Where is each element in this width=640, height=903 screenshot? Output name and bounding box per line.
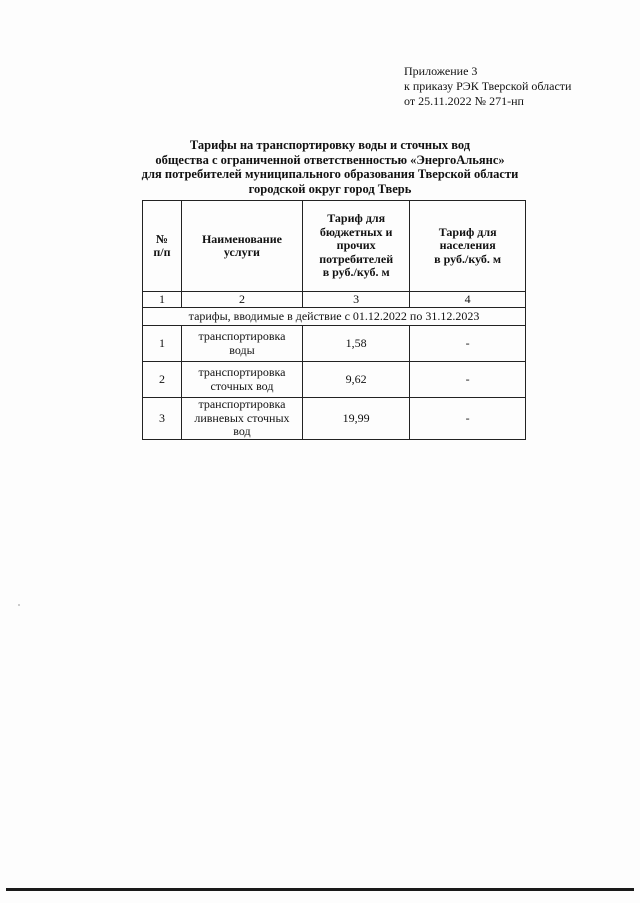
table-header-row [143, 201, 526, 292]
column-number: 2 [181, 292, 302, 308]
title-line-4: городской округ город Тверь [248, 181, 412, 196]
column-numbers-row [143, 292, 526, 308]
header-budget-tariff: Тариф для бюджетных и прочих потребителей в руб./куб. м [303, 201, 410, 292]
table-row [143, 326, 526, 362]
title-line-2: общества с ограниченной ответственностью «ЭнергоАльянс» [155, 152, 505, 167]
row-num: 1 [143, 326, 182, 362]
table-row [143, 362, 526, 398]
header-service: Наименование услуги [181, 201, 302, 292]
row-budget-tariff: 9,62 [303, 362, 410, 398]
title-line-1: Тарифы на транспортировку воды и сточных вод [189, 138, 471, 152]
column-number: 1 [143, 292, 182, 308]
row-population-tariff: - [410, 362, 526, 398]
row-num: 3 [143, 398, 182, 440]
period-text: тарифы, вводимые в действие с 01.12.2022 по 31.12.2023 [143, 308, 526, 326]
row-budget-tariff: 19,99 [303, 398, 410, 440]
row-population-tariff: - [410, 398, 526, 440]
row-population-tariff: - [410, 326, 526, 362]
document-title [90, 138, 570, 196]
appendix-number: Приложение 3 [404, 64, 478, 78]
column-number: 3 [303, 292, 410, 308]
appendix-date: от 25.11.2022 № 271-нп [404, 94, 524, 108]
header-num: № п/п [143, 201, 182, 292]
title-line-3: для потребителей муниципального образования Тверской области [141, 167, 519, 181]
appendix-order: к приказу РЭК Тверской области [404, 79, 572, 93]
row-service: транспортировка воды [181, 326, 302, 362]
row-num: 2 [143, 362, 182, 398]
row-service: транспортировка ливневых сточных вод [181, 398, 302, 440]
scan-speck [18, 604, 20, 606]
tariff-table [142, 200, 526, 440]
row-service: транспортировка сточных вод [181, 362, 302, 398]
page-bottom-rule [6, 888, 634, 891]
table-row [143, 398, 526, 440]
column-number: 4 [410, 292, 526, 308]
header-population-tariff: Тариф для населения в руб./куб. м [410, 201, 526, 292]
row-budget-tariff: 1,58 [303, 326, 410, 362]
appendix-reference [404, 64, 571, 109]
period-row [143, 308, 526, 326]
